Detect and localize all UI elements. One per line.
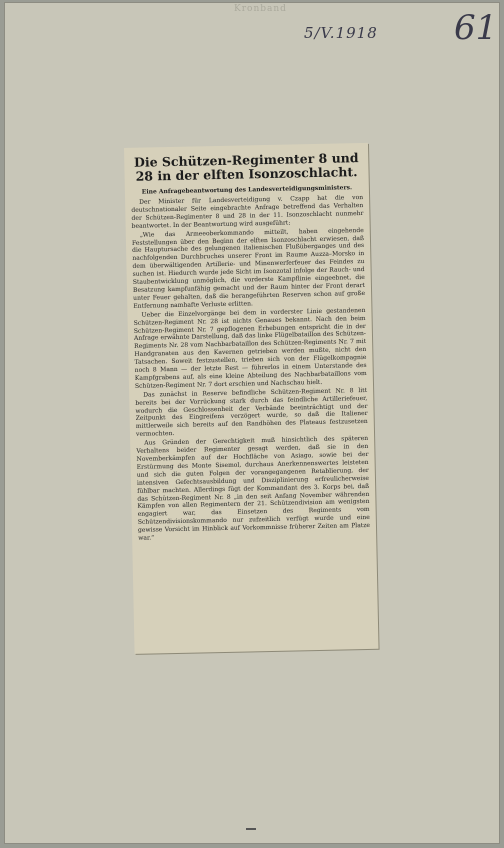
clipping-paragraph: Ueber die Einzelvorgänge bei dem in vorderster Linie gestandenen Schützen-Regiment Nr. 28 ist nichts Genaues bekannt. Nach den beim Schützen-Regiment Nr. 7 gepflogenen Erhebungen entspricht die in der Anfrage erwähnte Darstellung, daß das linke Flügelbataillon des Schützen-Regiments Nr. 28 vom Nachbarbataillon des Schützen-Regiments Nr. 7 mit Handgranaten aus den Kavernen getrieben werden mußte, nicht den Tatsachen. Soweit festzustellen, trieben sich von der Flügelkompagnie noch 8 Mann — der letzte Rest — führerlos in einem Unterstande des Kampfgrabens auf, als eine kleine Abteilung des Nachbarbataillons vom Schützen-Regiment Nr. 7 dort erschien und Nachschau hielt.	[133, 306, 367, 390]
clipping-headline: Die Schützen-Regimenter 8 und 28 in der elften Isonzoschlacht.	[133, 150, 359, 184]
faded-stamp: Kronband	[234, 4, 287, 14]
handwritten-date: 5/V.1918	[304, 24, 378, 42]
clipping-paragraph: Aus Gründen der Gerechtigkeit muß hinsichtlich des späteren Verhaltens beider Regimenter gesagt werden, daß sie in den Novemberkämpfen auf der Hochfläche von Asiago, sowie bei der Erstürmung des Monte Sisemol, durchaus Anerkennenswertes leisteten und sich die guten Folgen der vorangegangenen Retablierung, der intensiven Gefechtsausbildung und Disziplinierung erfreulicherweise fühlbar machten. Allerdings fügt der Kommandant des 3. Korps bei, daß das Schützen-Regiment Nr. 8 „in den seit Anfang November währenden Kämpfen von allen Regimentern der 21. Schützendivision am wenigsten engagiert war, das Einsetzen des Regiments vom Schützendivisionskommando nur zufzeitlich verfügt wurde und eine gewisse Vorsicht im Hinblick auf Vorkommnisse früherer Zeiten am Platze war.“	[136, 435, 371, 542]
newspaper-clipping	[124, 143, 379, 654]
clipping-paragraph: Der Minister für Landesverteidigung v. Czapp hat die von deutschnationaler Seite eingebrachte Anfrage betreffend das Verhalten der Schützen-Regimenter 8 und 28 in der 11. Isonzoschlacht nunmehr beantwortet. In der Beantwortung wird ausgeführt:	[131, 194, 364, 230]
binding-mark	[246, 828, 256, 830]
clipping-subhead: Eine Anfragebeantwortung des Landesverteidigungsministers.	[141, 184, 353, 196]
folio-number: 61	[454, 8, 498, 48]
clipping-paragraph: Das zunächst in Reserve befindliche Schützen-Regiment Nr. 8 litt bereits bei der Vorrückung stark durch das feindliche Artilleriefeuer, wodurch die Geschlossenheit der Verbände beeinträchtigt und der Zeitpunkt des Eingreifens verzögert wurde, so daß die Italiener mittlerweile sich bereits auf den Randhöhen des Plateaus festzusetzen vermochten.	[135, 386, 368, 439]
clipping-paragraph: „Wie das Armeeoberkommando mitteilt, haben eingehende Feststellungen über den Beginn der elften Isonzoschlacht erwiesen, daß die Hauptursache des gelungenen italienischen Flußüberganges und des nachfolgenden Durchbruches unserer Front im Raume Auzza–Morsko in dem überwältigenden Artillerie- und Minenwerferfeuer des Feindes zu suchen ist. Hiedurch wurde jede Sicht im Isonzotal infolge der Rauch- und Staubentwicklung unmöglich, die vorderste Kampflinie eingeebnet, die Besatzung kampfunfähig gemacht und der Raum hinter der Front derart unter Feuer gehalten, daß die herangeführten Reserven schon auf große Entfernung namhafte Verluste erlitten.	[131, 226, 366, 310]
